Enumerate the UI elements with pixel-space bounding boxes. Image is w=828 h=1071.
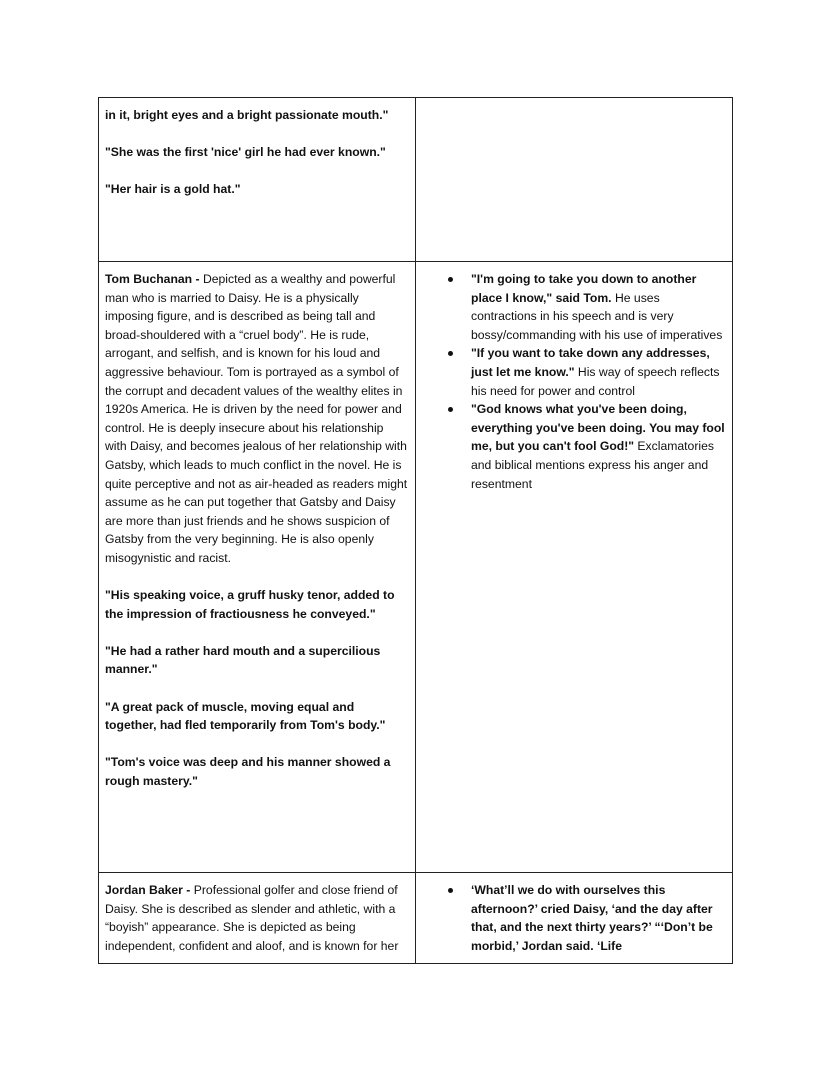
list-item bbox=[426, 881, 726, 955]
right-cell bbox=[416, 98, 733, 262]
analysis-list bbox=[426, 881, 726, 955]
character-description bbox=[105, 270, 408, 568]
quote-text: "His speaking voice, a gruff husky tenor, added to the impression of fractiousness he conveyed." bbox=[105, 588, 395, 621]
bullet-icon bbox=[448, 888, 453, 893]
character-name: Tom Buchanan - bbox=[105, 272, 203, 286]
table-row-daisy-continued bbox=[99, 98, 733, 262]
table-row-jordan bbox=[99, 873, 733, 964]
character-table bbox=[98, 97, 733, 964]
quote-text: "She was the first 'nice' girl he had ever known." bbox=[105, 145, 386, 160]
quote-text: "A great pack of muscle, moving equal and together, had fled temporarily from Tom's body." bbox=[105, 699, 386, 733]
right-cell bbox=[416, 262, 733, 873]
bullet-icon bbox=[448, 351, 453, 356]
character-description bbox=[105, 881, 408, 955]
quote-text: "God knows what you've been doing, everything you've been doing. You may fool me, but you can't fool God!" bbox=[471, 402, 725, 454]
analysis-text: His way of speech reflects his need for power and control bbox=[471, 364, 720, 398]
analysis-list bbox=[426, 270, 726, 493]
description-text: Professional golfer and close friend of Daisy. She is described as slender and athletic, with a “boyish” appearance. She is depicted as being independent, confident and aloof, and is known for her bbox=[105, 883, 399, 953]
quote-text: "He had a rather hard mouth and a supercilious manner." bbox=[105, 643, 381, 677]
list-item bbox=[426, 344, 726, 400]
quote-text: "Her hair is a gold hat." bbox=[105, 182, 241, 197]
quote-text: "Tom's voice was deep and his manner showed a rough mastery." bbox=[105, 755, 391, 789]
quote-text: "If you want to take down any addresses, just let me know." bbox=[471, 346, 710, 379]
analysis-text: He uses contractions in his speech and is very bossy/commanding with his use of imperatives bbox=[471, 290, 723, 342]
right-cell bbox=[416, 873, 733, 964]
character-name: Jordan Baker - bbox=[105, 883, 194, 897]
analysis-text: Exclamatories and biblical mentions express his anger and resentment bbox=[471, 439, 714, 491]
quote-text: ‘What’ll we do with ourselves this afternoon?’ cried Daisy, ‘and the day after that, and the next thirty years?’ “‘Don’t be morbid,’ Jordan said. ‘Life bbox=[471, 883, 713, 953]
list-item bbox=[426, 400, 726, 493]
description-text: Depicted as a wealthy and powerful man who is married to Daisy. He is a physically imposing figure, and is described as being tall and broad-shouldered with a “cruel body”. He is rude, arrogant, and selfish, and is known for his loud and aggressive behaviour. Tom is portrayed as a symbol of the corrupt and decadent values of the wealthy elites in 1920s America. He is driven by the need for power and control. He is deeply insecure about his relationship with Daisy, and becomes jealous of her relationship with Gatsby, which leads to much conflict in the novel. He is quite perceptive and not as air-headed as readers might assume as he can put together that Gatsby and Daisy are more than just friends and he shows suspicion of Gatsby from the very beginning. He is also openly misogynistic and racist. bbox=[105, 272, 408, 565]
table-row-tom bbox=[99, 262, 733, 873]
bullet-icon bbox=[448, 277, 453, 282]
left-cell bbox=[99, 98, 416, 262]
left-cell bbox=[99, 262, 416, 873]
list-item bbox=[426, 270, 726, 344]
left-cell bbox=[99, 873, 416, 964]
quote-text: "I'm going to take you down to another place I know," said Tom. bbox=[471, 272, 697, 305]
bullet-icon bbox=[448, 407, 453, 412]
quote-text: in it, bright eyes and a bright passionate mouth." bbox=[105, 108, 389, 122]
